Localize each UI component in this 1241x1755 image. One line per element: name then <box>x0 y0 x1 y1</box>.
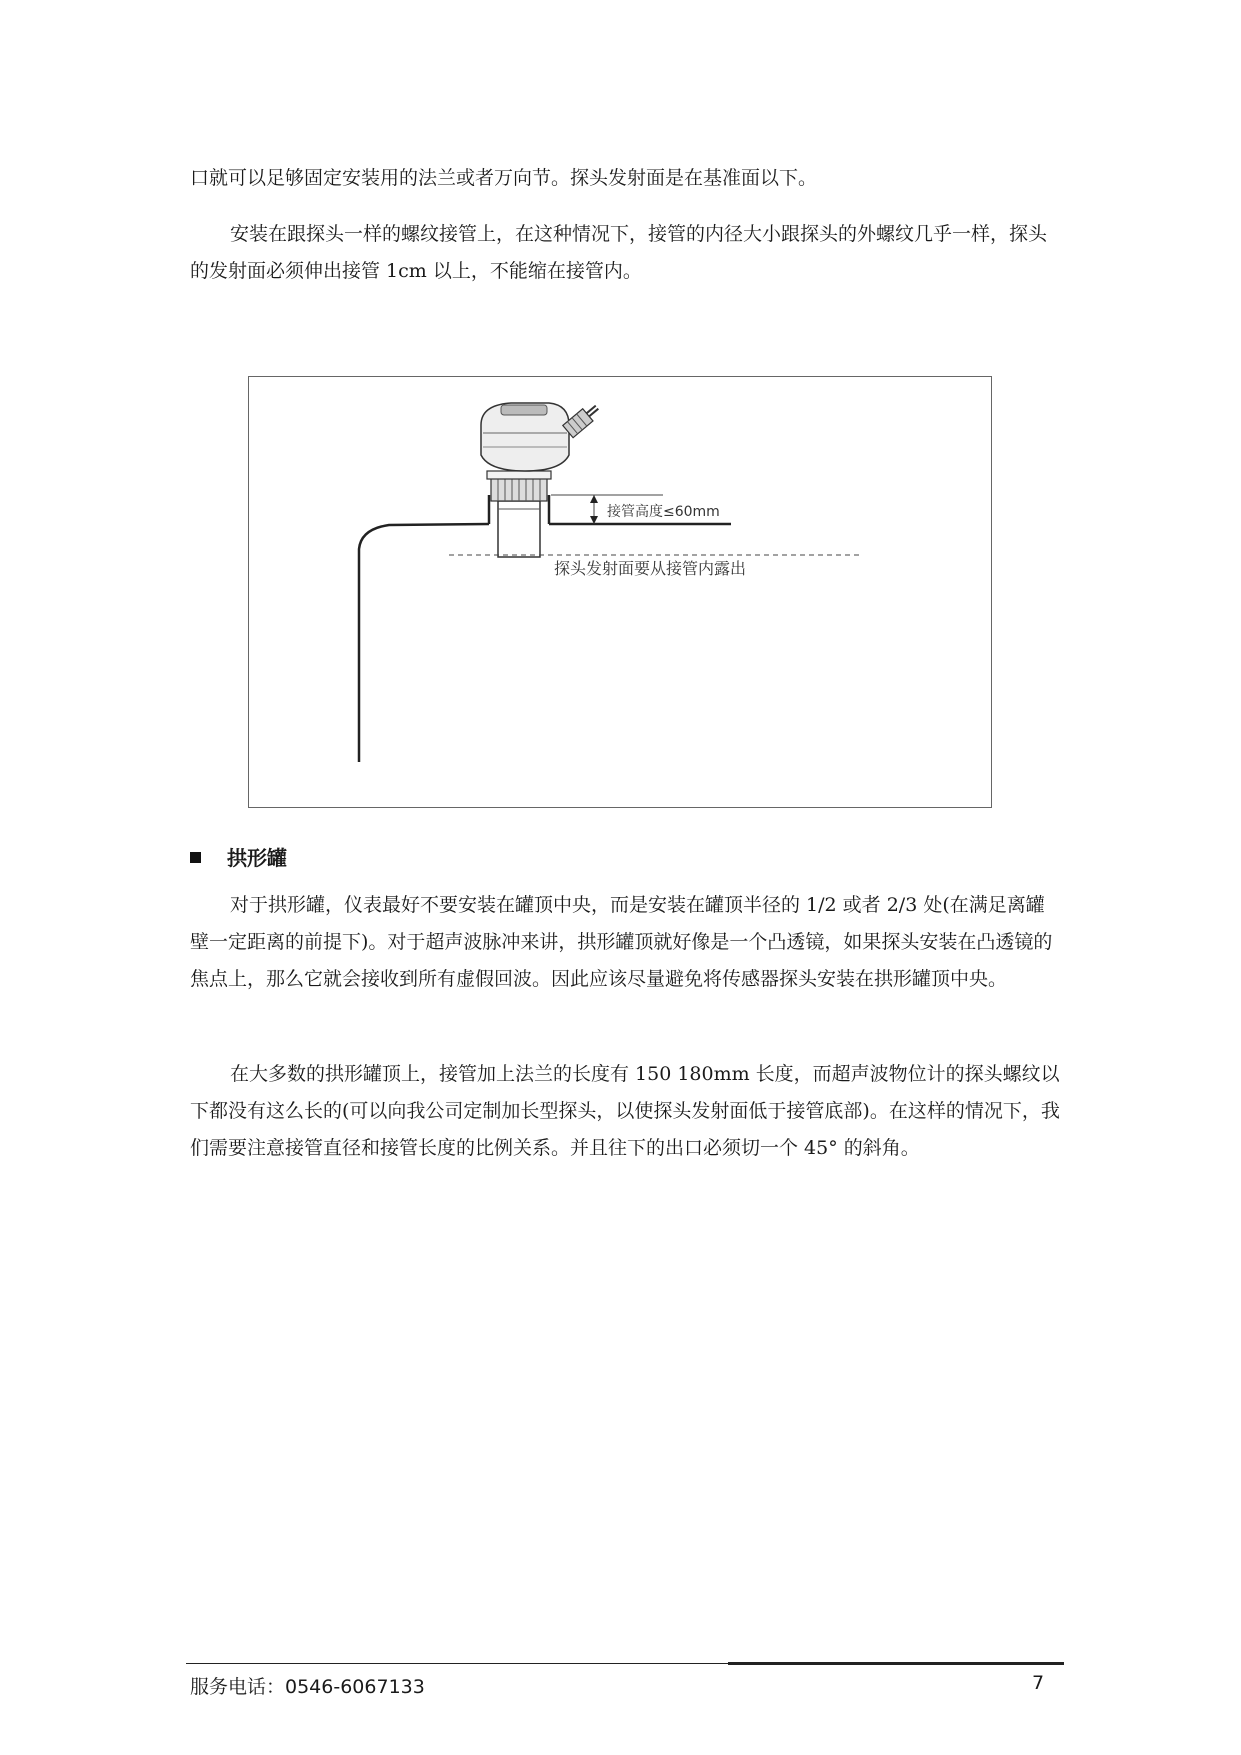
emit-face-label: 探头发射面要从接管内露出 <box>554 559 747 578</box>
square-bullet-icon <box>190 852 201 863</box>
installation-diagram <box>249 377 991 807</box>
paragraph-1: 口就可以足够固定安装用的法兰或者万向节。探头发射面是在基准面以下。 <box>190 167 818 189</box>
paragraph-3: 对于拱形罐，仪表最好不要安装在罐顶中央，而是安装在罐顶半径的 1/2 或者 2/3 处(在满足离罐壁一定距离的前提下)。对于超声波脉冲来讲，拱形罐顶就好像是一个凸透镜，如果探头安装在凸透镜的焦点上，那么它就会接收到所有虚假回波。因此应该尽量避免将传感器探头安装在拱形罐顶中央。 <box>190 894 1053 990</box>
section-heading <box>190 842 287 871</box>
installation-figure <box>248 376 992 808</box>
section-title: 拱形罐 <box>227 846 287 870</box>
height-label: 接管高度≤60mm <box>607 504 720 520</box>
footer-rule-thick <box>728 1662 1064 1665</box>
paragraph-4: 在大多数的拱形罐顶上，接管加上法兰的长度有 150 180mm 长度，而超声波物位计的探头螺纹以下都没有这么长的(可以向我公司定制加长型探头，以使探头发射面低于接管底部)。在这样的情况下，我们需要注意接管直径和接管长度的比例关系。并且往下的出口必须切一个 45° 的斜角。 <box>190 1063 1060 1159</box>
page-number: 7 <box>1032 1672 1045 1694</box>
footer-phone: 服务电话：0546-6067133 <box>190 1676 425 1698</box>
paragraph-2: 安装在跟探头一样的螺纹接管上，在这种情况下，接管的内径大小跟探头的外螺纹几乎一样，探头的发射面必须伸出接管 1cm 以上，不能缩在接管内。 <box>190 223 1048 282</box>
